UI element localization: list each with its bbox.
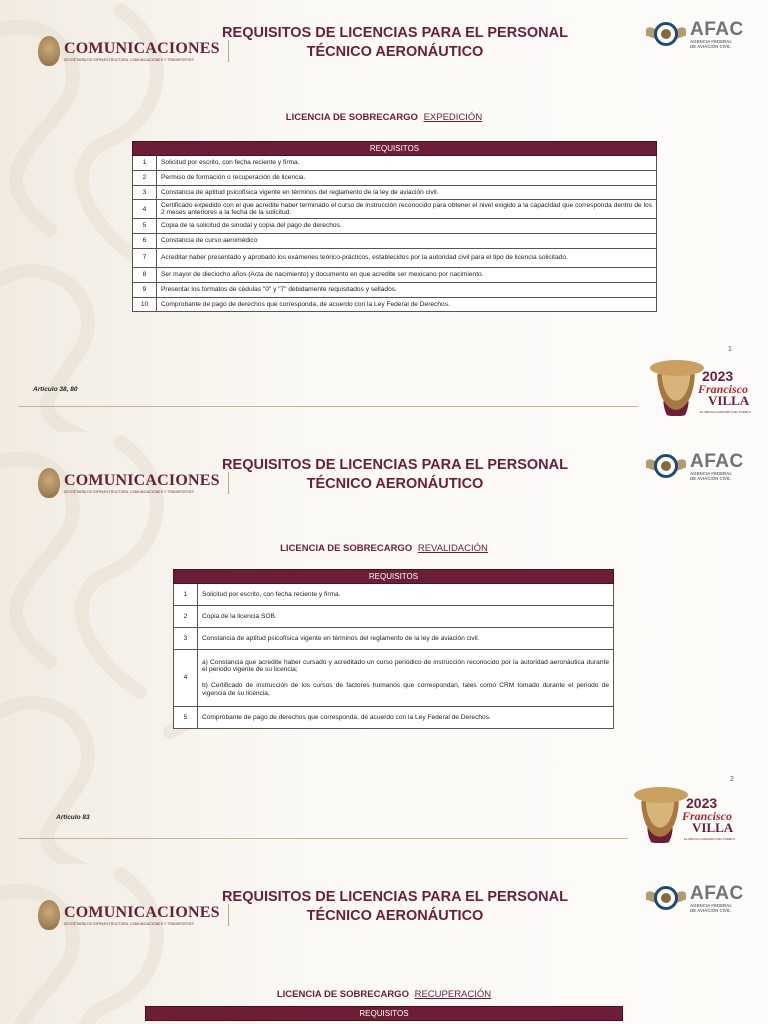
table-row [133, 248, 657, 267]
comunicaciones-subtitle: SECRETARÍA DE INFRAESTRUCTURA, COMUNICACIONES Y TRANSPORTES [64, 922, 194, 926]
table-row [174, 584, 614, 606]
national-seal-icon [38, 900, 60, 930]
footer-rule [18, 406, 638, 407]
row-number: 5 [133, 219, 157, 234]
row-text-a: a) Constancia que acredite haber cursado y acreditado un curso periódico de instrucción reconocido por la autoridad aeronáutica durante el periodo vigente de su licencia; [202, 658, 609, 674]
page-title [200, 24, 590, 62]
page-number: 2 [730, 776, 734, 783]
villa-name-2: VILLA [692, 820, 734, 835]
table-row [133, 267, 657, 282]
row-number: 4 [133, 200, 157, 219]
row-number: 10 [133, 297, 157, 312]
table-row [174, 606, 614, 628]
row-text: Ser mayor de dieciocho años (Acta de nacimiento) y documento en que acredite ser mexicano por nacimiento. [157, 267, 657, 282]
afac-logo [646, 448, 744, 484]
row-number: 1 [174, 584, 198, 606]
row-text: Comprobante de pago de derechos que corresponda, de acuerdo con la Ley Federal de Derechos. [198, 707, 614, 729]
row-text: Copia de la licencia SOB. [198, 606, 614, 628]
requirements-table [145, 1006, 623, 1021]
license-heading [0, 112, 768, 123]
row-number: 2 [133, 170, 157, 185]
row-number: 1 [133, 156, 157, 171]
table-row [133, 219, 657, 234]
villa-tagline: EL REVOLUCIONARIO DEL PUEBLO [700, 410, 752, 414]
article-reference: Artículo 38, 80 [33, 386, 78, 393]
table-row [133, 282, 657, 297]
title-line-2: TÉCNICO AERONÁUTICO [306, 908, 484, 924]
francisco-villa-logo [650, 360, 760, 422]
requirements-table [173, 569, 614, 729]
row-text: Copia de la solicitud de sinodal y copia del pago de derechos. [157, 219, 657, 234]
afac-title: AFAC [690, 18, 744, 40]
afac-subtitle-2: DE AVIACIÓN CIVIL [690, 475, 731, 481]
afac-title: AFAC [690, 882, 744, 904]
table-header: REQUISITOS [133, 142, 657, 156]
afac-subtitle-2: DE AVIACIÓN CIVIL [690, 43, 731, 49]
row-text: Comprobante de pago de derechos que corresponda, de acuerdo con la Ley Federal de Derechos. [157, 297, 657, 312]
afac-logo [646, 880, 744, 916]
row-number: 5 [174, 707, 198, 729]
table-header: REQUISITOS [174, 570, 614, 584]
license-heading [0, 543, 768, 554]
page-title [200, 456, 590, 494]
row-text: Constancia de aptitud psicofísica vigente en términos del reglamento de la ley de aviación civil. [157, 185, 657, 200]
license-kind: RECUPERACIÓN [414, 989, 492, 1000]
francisco-villa-logo [634, 787, 744, 849]
license-name: LICENCIA DE SOBRECARGO [280, 543, 413, 554]
afac-logo [646, 16, 744, 52]
row-text: Constancia de curso aeromédico [157, 234, 657, 249]
villa-year: 2023 [702, 368, 734, 384]
row-number: 3 [174, 628, 198, 650]
table-row [174, 707, 614, 729]
comunicaciones-title: COMUNICACIONES [64, 904, 220, 921]
villa-name-1: Francisco [682, 809, 733, 823]
table-row [174, 650, 614, 707]
row-text: Presentar los formatos de cédulas "0" y "7" debidamente requisitados y sellados. [157, 282, 657, 297]
afac-title: AFAC [690, 450, 744, 472]
table-row [133, 170, 657, 185]
row-text [198, 650, 614, 707]
table-header: REQUISITOS [146, 1007, 623, 1021]
afac-subtitle-2: DE AVIACIÓN CIVIL [690, 907, 731, 913]
table-row [133, 156, 657, 171]
row-text: Solicitud por escrito, con fecha reciente y firma. [198, 584, 614, 606]
license-kind: REVALIDACIÓN [417, 543, 488, 554]
row-number: 2 [174, 606, 198, 628]
row-text: Permiso de formación o recuperación de licencia. [157, 170, 657, 185]
national-seal-icon [38, 36, 60, 66]
row-number: 8 [133, 267, 157, 282]
villa-name-2: VILLA [708, 393, 750, 408]
row-number: 9 [133, 282, 157, 297]
slide-recuperacion [0, 864, 768, 1024]
title-line-1: REQUISITOS DE LICENCIAS PARA EL PERSONAL [222, 889, 568, 905]
article-reference: Artículo 83 [56, 814, 90, 821]
slide-revalidacion [0, 432, 768, 864]
row-text: Constancia de aptitud psicofísica vigente en términos del reglamento de la ley de aviación civil. [198, 628, 614, 650]
row-number: 7 [133, 248, 157, 267]
row-number: 4 [174, 650, 198, 707]
comunicaciones-title: COMUNICACIONES [64, 40, 220, 57]
table-row [133, 185, 657, 200]
row-text: Solicitud por escrito, con fecha reciente y firma. [157, 156, 657, 171]
license-name: LICENCIA DE SOBRECARGO [285, 112, 418, 123]
title-line-1: REQUISITOS DE LICENCIAS PARA EL PERSONAL [222, 25, 568, 41]
table-row [133, 297, 657, 312]
row-number: 6 [133, 234, 157, 249]
page-title [200, 888, 590, 926]
license-name: LICENCIA DE SOBRECARGO [276, 989, 409, 1000]
requirements-table [132, 141, 657, 312]
villa-year: 2023 [686, 795, 718, 811]
table-row [133, 200, 657, 219]
row-text: Acreditar haber presentado y aprobado los exámenes teórico-prácticos, establecidos por la autoridad civil para el tipo de licencia solicitado. [157, 248, 657, 267]
comunicaciones-subtitle: SECRETARÍA DE INFRAESTRUCTURA, COMUNICACIONES Y TRANSPORTES [64, 58, 194, 62]
national-seal-icon [38, 468, 60, 498]
comunicaciones-subtitle: SECRETARÍA DE INFRAESTRUCTURA, COMUNICACIONES Y TRANSPORTES [64, 490, 194, 494]
comunicaciones-title: COMUNICACIONES [64, 472, 220, 489]
title-line-2: TÉCNICO AERONÁUTICO [306, 44, 484, 60]
table-row [133, 234, 657, 249]
table-row [174, 628, 614, 650]
villa-tagline: EL REVOLUCIONARIO DEL PUEBLO [684, 837, 736, 841]
villa-name-1: Francisco [698, 382, 749, 396]
row-text: Certificado expedido con el que acredite haber terminado el curso de instrucción reconocido para obtener el nivel exigido a la capacidad que corresponda dentro de los 2 meses anteriores a la fecha de la solicitud. [157, 200, 657, 219]
page-number: 1 [728, 346, 732, 353]
afac-subtitle-1: AGENCIA FEDERAL [690, 38, 733, 44]
afac-emblem-icon [646, 16, 686, 52]
title-line-2: TÉCNICO AERONÁUTICO [306, 476, 484, 492]
license-kind: EXPEDICIÓN [423, 112, 483, 123]
footer-rule [18, 838, 628, 839]
afac-emblem-icon [646, 448, 686, 484]
license-heading [0, 989, 768, 1000]
row-text-b: b) Certificado de instrucción de los cursos de factores humanos que correspondan, tales como CRM tomado durante el periodo de vigencia de su licencia, [202, 682, 609, 697]
title-line-1: REQUISITOS DE LICENCIAS PARA EL PERSONAL [222, 457, 568, 473]
afac-emblem-icon [646, 880, 686, 916]
afac-subtitle-1: AGENCIA FEDERAL [690, 902, 733, 908]
afac-subtitle-1: AGENCIA FEDERAL [690, 470, 733, 476]
row-number: 3 [133, 185, 157, 200]
slide-expedicion [0, 0, 768, 432]
